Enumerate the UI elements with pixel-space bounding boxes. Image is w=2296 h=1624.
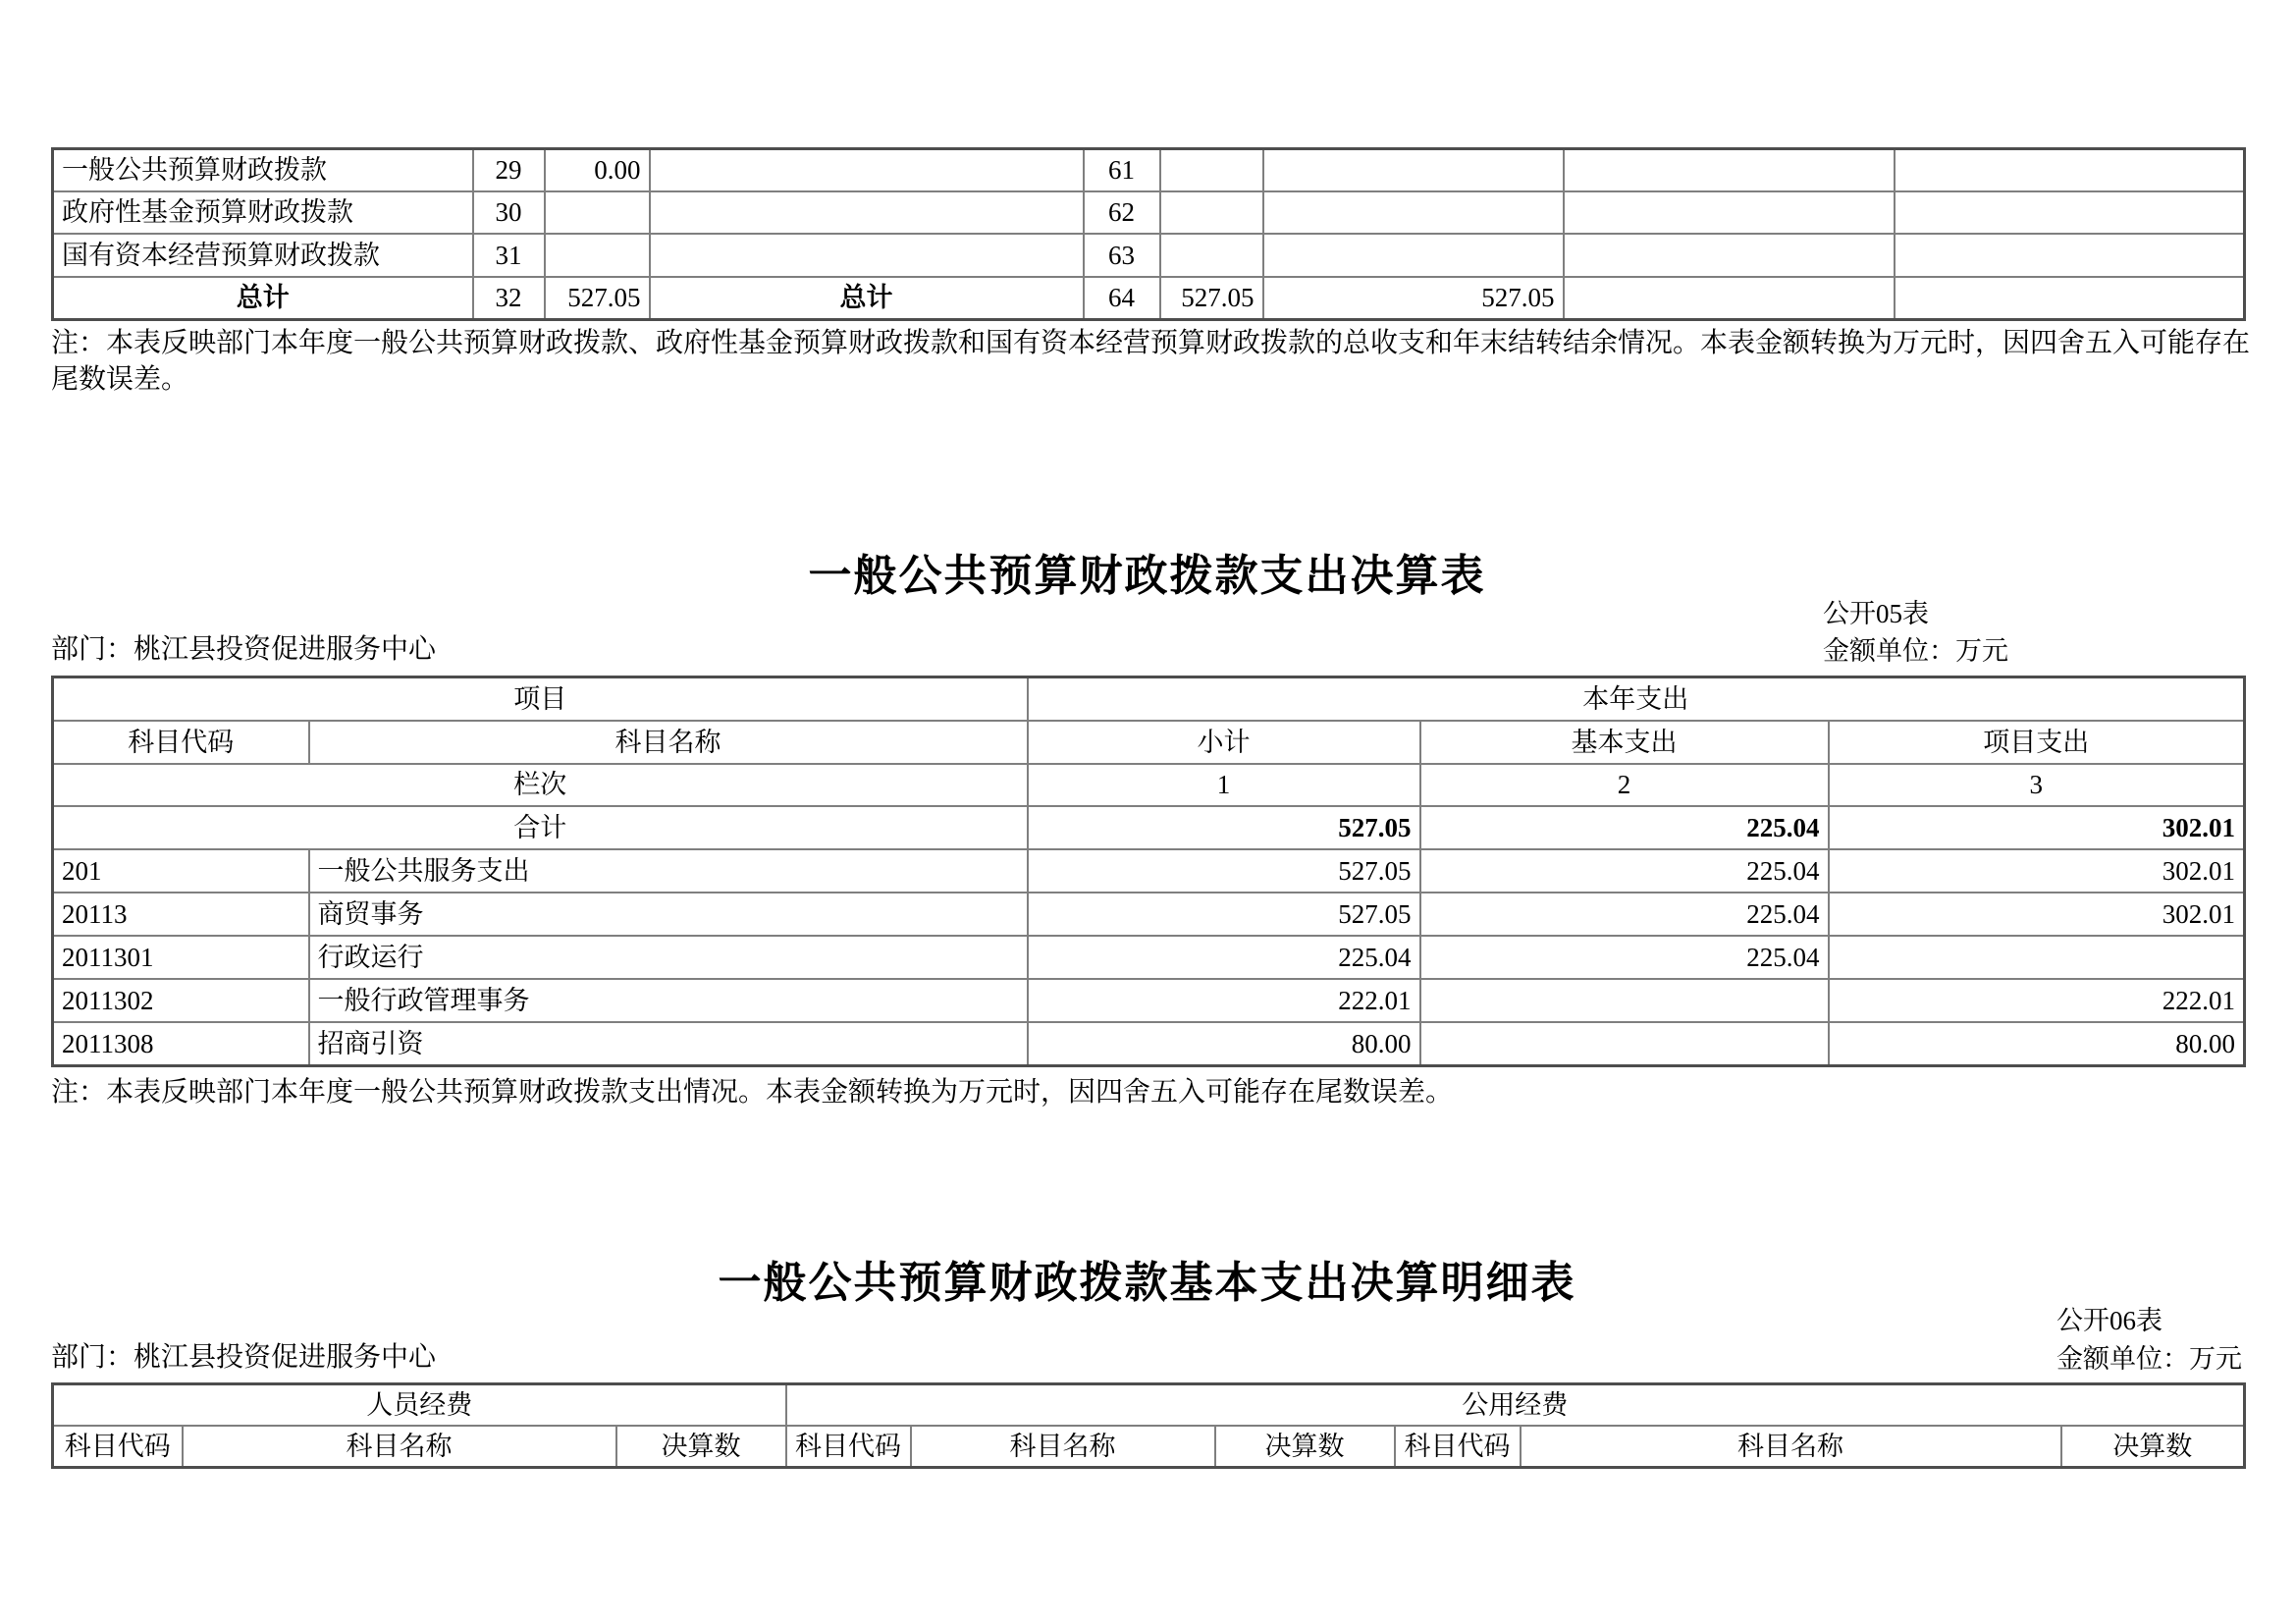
col-header-value: 决算数 <box>2061 1426 2245 1468</box>
project-cell: 80.00 <box>1829 1022 2245 1066</box>
line-no-cell: 29 <box>473 149 545 191</box>
detail-table-title: 一般公共预算财政拨款基本支出决算明细表 <box>718 1259 1576 1307</box>
header-group-row <box>53 1384 2245 1426</box>
empty-cell <box>1564 234 1895 277</box>
amount-cell <box>545 234 650 277</box>
carryover-table-note: 注：本表反映部门本年度一般公共预算财政拨款、政府性基金预算财政拨款和国有资本经营预算财政拨款的总收支和年末结转结余情况。本表金额转换为万元时，因四舍五入可能存在尾数误差。 <box>51 328 2251 395</box>
header-row <box>53 1426 2245 1468</box>
total-row <box>53 806 2245 849</box>
empty-cell <box>1895 234 2245 277</box>
subject-name-cell: 招商引资 <box>309 1022 1028 1066</box>
department-label-06: 部门：桃江县投资促进服务中心 <box>51 1342 437 1373</box>
subtotal-cell: 225.04 <box>1028 936 1420 979</box>
amount-cell: 0.00 <box>545 149 650 191</box>
empty-cell <box>1564 191 1895 234</box>
col-header-code: 科目代码 <box>786 1426 911 1468</box>
personnel-expense-group-header: 人员经费 <box>53 1384 786 1426</box>
total-subtotal-cell: 527.05 <box>1028 806 1420 849</box>
basic-cell: 225.04 <box>1420 893 1829 936</box>
amount-cell: 527.05 <box>545 277 650 320</box>
col-header-value: 决算数 <box>616 1426 786 1468</box>
line-no-cell: 64 <box>1084 277 1160 320</box>
basic-cell <box>1420 1022 1829 1066</box>
table-row <box>53 893 2245 936</box>
item-name-cell: 国有资本经营预算财政拨款 <box>53 234 473 277</box>
amount-cell <box>1160 149 1263 191</box>
subject-name-cell: 一般公共服务支出 <box>309 849 1028 893</box>
line-no-cell: 30 <box>473 191 545 234</box>
basic-cell: 225.04 <box>1420 849 1829 893</box>
col-header-name: 科目名称 <box>309 721 1028 764</box>
total-basic-cell: 225.04 <box>1420 806 1829 849</box>
empty-cell <box>1564 277 1895 320</box>
unit-label-06: 金额单位：万元 <box>2056 1344 2242 1374</box>
subject-code-cell: 2011301 <box>53 936 309 979</box>
detail-table <box>51 1382 2246 1469</box>
line-no-cell: 63 <box>1084 234 1160 277</box>
subject-code-cell: 20113 <box>53 893 309 936</box>
table-row <box>53 979 2245 1022</box>
department-label-05: 部门：桃江县投资促进服务中心 <box>51 634 437 665</box>
subtotal-cell: 222.01 <box>1028 979 1420 1022</box>
project-group-header: 项目 <box>53 677 1028 721</box>
subject-name-cell: 一般行政管理事务 <box>309 979 1028 1022</box>
table-row <box>53 936 2245 979</box>
table-row <box>53 234 2245 277</box>
header-group-row <box>53 677 2245 721</box>
amount-cell: 527.05 <box>1160 277 1263 320</box>
empty-cell <box>1895 149 2245 191</box>
grand-total-label: 总计 <box>650 277 1084 320</box>
line-no-cell: 61 <box>1084 149 1160 191</box>
column-index-row <box>53 764 2245 806</box>
project-cell: 222.01 <box>1829 979 2245 1022</box>
item-name-cell <box>650 149 1084 191</box>
line-no-cell: 32 <box>473 277 545 320</box>
empty-cell <box>1564 149 1895 191</box>
sheet-number-06: 公开06表 <box>2056 1306 2163 1335</box>
item-name-cell: 一般公共预算财政拨款 <box>53 149 473 191</box>
empty-cell <box>1895 277 2245 320</box>
table-row <box>53 849 2245 893</box>
expenditure-table-title: 一般公共预算财政拨款支出决算表 <box>808 552 1486 600</box>
amount-cell: 527.05 <box>1263 277 1564 320</box>
line-no-cell: 62 <box>1084 191 1160 234</box>
item-name-cell <box>650 234 1084 277</box>
project-cell: 302.01 <box>1829 849 2245 893</box>
empty-cell <box>1895 191 2245 234</box>
subject-code-cell: 2011308 <box>53 1022 309 1066</box>
grand-total-row <box>53 277 2245 320</box>
amount-cell <box>1160 191 1263 234</box>
subtotal-cell: 527.05 <box>1028 849 1420 893</box>
amount-cell <box>1263 149 1564 191</box>
project-cell <box>1829 936 2245 979</box>
amount-cell <box>1160 234 1263 277</box>
basic-cell <box>1420 979 1829 1022</box>
subject-code-cell: 2011302 <box>53 979 309 1022</box>
subtotal-cell: 527.05 <box>1028 893 1420 936</box>
carryover-summary-table <box>51 147 2246 321</box>
expenditure-table-note: 注：本表反映部门本年度一般公共预算财政拨款支出情况。本表金额转换为万元时，因四舍五入可能存在尾数误差。 <box>51 1077 1454 1108</box>
expenditure-table <box>51 676 2246 1067</box>
total-project-cell: 302.01 <box>1829 806 2245 849</box>
col-header-name: 科目名称 <box>911 1426 1215 1468</box>
amount-cell <box>1263 234 1564 277</box>
col-header-code: 科目代码 <box>1395 1426 1521 1468</box>
table-row <box>53 149 2245 191</box>
subject-name-cell: 商贸事务 <box>309 893 1028 936</box>
item-name-cell: 政府性基金预算财政拨款 <box>53 191 473 234</box>
col-header-name: 科目名称 <box>183 1426 616 1468</box>
public-expense-group-header: 公用经费 <box>786 1384 2245 1426</box>
sheet-number-05: 公开05表 <box>1823 599 1929 628</box>
subject-name-cell: 行政运行 <box>309 936 1028 979</box>
rank-cell: 3 <box>1829 764 2245 806</box>
item-name-cell <box>650 191 1084 234</box>
grand-total-label: 总计 <box>53 277 473 320</box>
col-header-value: 决算数 <box>1215 1426 1395 1468</box>
subject-code-cell: 201 <box>53 849 309 893</box>
unit-label-05: 金额单位：万元 <box>1823 636 2008 666</box>
project-cell: 302.01 <box>1829 893 2245 936</box>
header-row <box>53 721 2245 764</box>
amount-cell <box>1263 191 1564 234</box>
rank-label-cell: 栏次 <box>53 764 1028 806</box>
amount-cell <box>545 191 650 234</box>
rank-cell: 2 <box>1420 764 1829 806</box>
table-row <box>53 191 2245 234</box>
col-header-code: 科目代码 <box>53 721 309 764</box>
year-expense-group-header: 本年支出 <box>1028 677 2245 721</box>
col-header-subtotal: 小计 <box>1028 721 1420 764</box>
table-row <box>53 1022 2245 1066</box>
col-header-name: 科目名称 <box>1521 1426 2061 1468</box>
col-header-project: 项目支出 <box>1829 721 2245 764</box>
subtotal-cell: 80.00 <box>1028 1022 1420 1066</box>
total-label-cell: 合计 <box>53 806 1028 849</box>
basic-cell: 225.04 <box>1420 936 1829 979</box>
line-no-cell: 31 <box>473 234 545 277</box>
col-header-code: 科目代码 <box>53 1426 183 1468</box>
rank-cell: 1 <box>1028 764 1420 806</box>
col-header-basic: 基本支出 <box>1420 721 1829 764</box>
